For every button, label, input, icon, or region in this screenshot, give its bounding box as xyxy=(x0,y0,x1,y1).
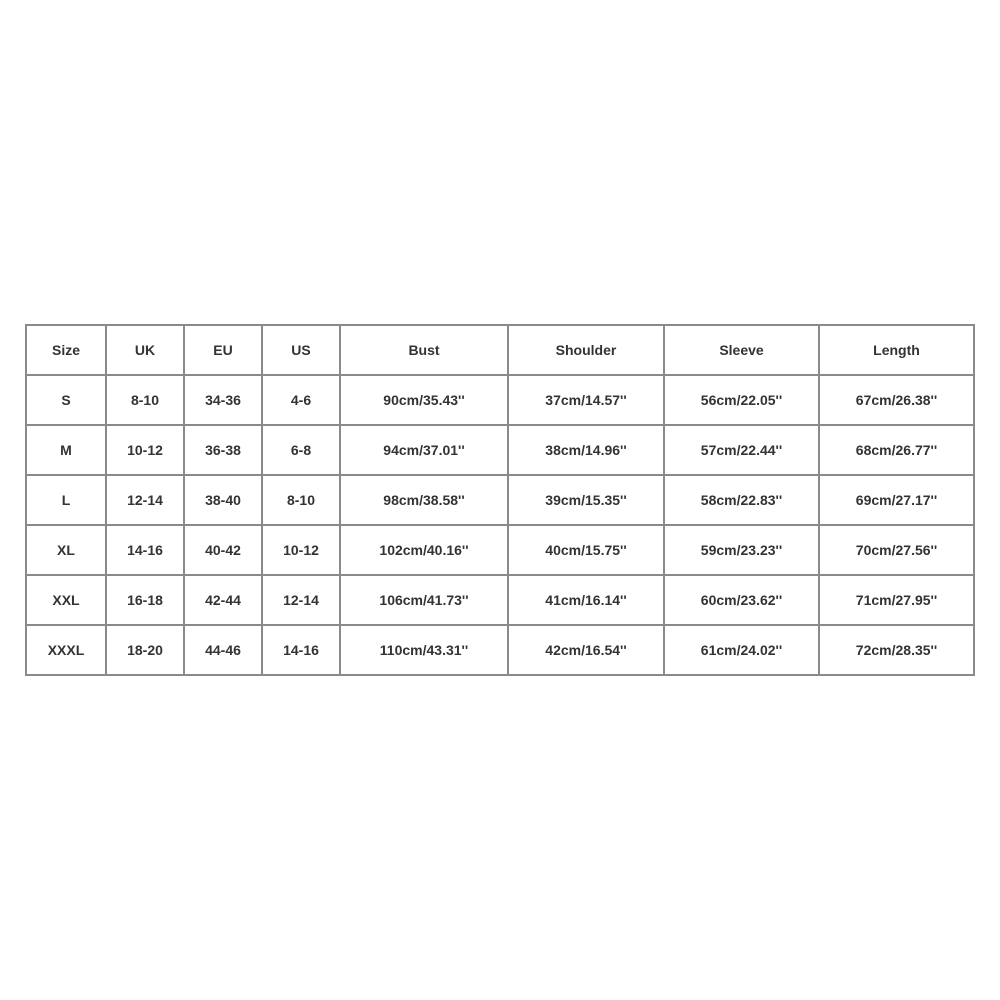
size-chart-table xyxy=(25,324,975,676)
table-row xyxy=(27,576,975,626)
cell-length: 68cm/26.77'' xyxy=(820,426,975,476)
cell-bust: 90cm/35.43'' xyxy=(341,376,509,426)
cell-shoulder: 37cm/14.57'' xyxy=(509,376,665,426)
cell-sleeve: 59cm/23.23'' xyxy=(665,526,820,576)
cell-bust: 94cm/37.01'' xyxy=(341,426,509,476)
cell-us: 4-6 xyxy=(263,376,341,426)
cell-bust: 102cm/40.16'' xyxy=(341,526,509,576)
cell-uk: 16-18 xyxy=(107,576,185,626)
cell-shoulder: 39cm/15.35'' xyxy=(509,476,665,526)
cell-eu: 40-42 xyxy=(185,526,263,576)
cell-uk: 12-14 xyxy=(107,476,185,526)
cell-us: 12-14 xyxy=(263,576,341,626)
header-shoulder: Shoulder xyxy=(509,326,665,376)
table-row xyxy=(27,526,975,576)
header-sleeve: Sleeve xyxy=(665,326,820,376)
header-row xyxy=(27,326,975,376)
cell-size: XXXL xyxy=(27,626,107,676)
table-row xyxy=(27,626,975,676)
header-length: Length xyxy=(820,326,975,376)
cell-shoulder: 41cm/16.14'' xyxy=(509,576,665,626)
cell-length: 69cm/27.17'' xyxy=(820,476,975,526)
cell-eu: 34-36 xyxy=(185,376,263,426)
cell-eu: 38-40 xyxy=(185,476,263,526)
cell-us: 14-16 xyxy=(263,626,341,676)
cell-size: M xyxy=(27,426,107,476)
cell-length: 67cm/26.38'' xyxy=(820,376,975,426)
cell-size: L xyxy=(27,476,107,526)
cell-us: 6-8 xyxy=(263,426,341,476)
cell-sleeve: 61cm/24.02'' xyxy=(665,626,820,676)
cell-size: XXL xyxy=(27,576,107,626)
cell-uk: 18-20 xyxy=(107,626,185,676)
cell-bust: 106cm/41.73'' xyxy=(341,576,509,626)
cell-sleeve: 57cm/22.44'' xyxy=(665,426,820,476)
cell-bust: 98cm/38.58'' xyxy=(341,476,509,526)
cell-eu: 44-46 xyxy=(185,626,263,676)
cell-size: XL xyxy=(27,526,107,576)
header-us: US xyxy=(263,326,341,376)
cell-shoulder: 38cm/14.96'' xyxy=(509,426,665,476)
cell-uk: 10-12 xyxy=(107,426,185,476)
cell-eu: 42-44 xyxy=(185,576,263,626)
cell-length: 71cm/27.95'' xyxy=(820,576,975,626)
cell-sleeve: 60cm/23.62'' xyxy=(665,576,820,626)
cell-us: 8-10 xyxy=(263,476,341,526)
cell-size: S xyxy=(27,376,107,426)
cell-uk: 8-10 xyxy=(107,376,185,426)
header-bust: Bust xyxy=(341,326,509,376)
table-row xyxy=(27,376,975,426)
cell-us: 10-12 xyxy=(263,526,341,576)
cell-bust: 110cm/43.31'' xyxy=(341,626,509,676)
cell-shoulder: 40cm/15.75'' xyxy=(509,526,665,576)
cell-shoulder: 42cm/16.54'' xyxy=(509,626,665,676)
cell-eu: 36-38 xyxy=(185,426,263,476)
header-uk: UK xyxy=(107,326,185,376)
cell-length: 70cm/27.56'' xyxy=(820,526,975,576)
header-eu: EU xyxy=(185,326,263,376)
cell-length: 72cm/28.35'' xyxy=(820,626,975,676)
cell-uk: 14-16 xyxy=(107,526,185,576)
cell-sleeve: 56cm/22.05'' xyxy=(665,376,820,426)
header-size: Size xyxy=(27,326,107,376)
cell-sleeve: 58cm/22.83'' xyxy=(665,476,820,526)
table-row xyxy=(27,426,975,476)
table-row xyxy=(27,476,975,526)
